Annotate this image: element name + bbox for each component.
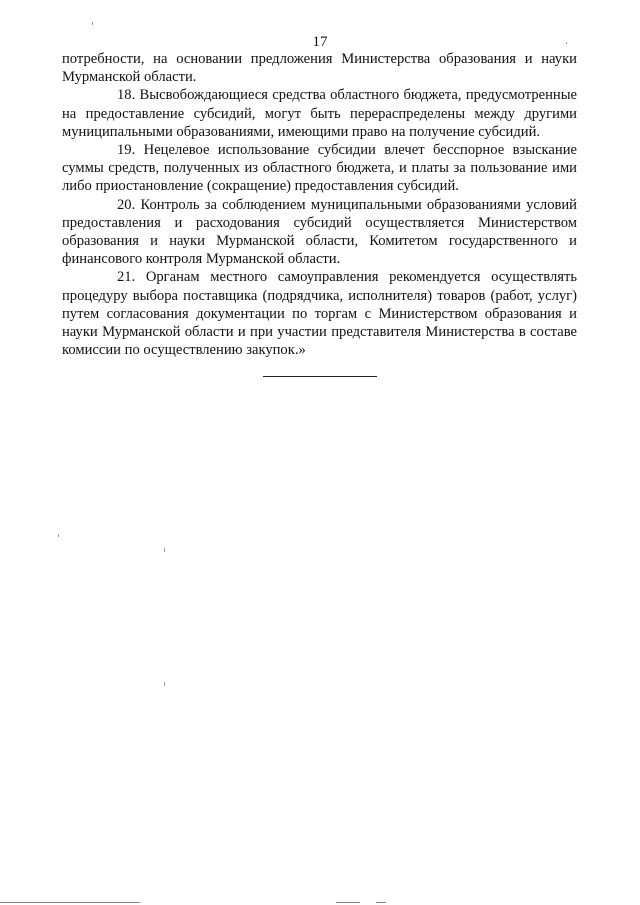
scan-speck — [164, 682, 165, 686]
paragraph-continuation: потребности, на основании предложения Министерства образования и науки Мурманской области. — [62, 51, 577, 86]
scan-edge-mark — [336, 902, 360, 903]
scan-speck — [92, 22, 93, 25]
scan-speck — [566, 42, 567, 44]
scan-speck — [164, 548, 165, 552]
document-body — [62, 50, 577, 359]
paragraph-item-20: 20. Контроль за соблюдением муниципальными образованиями условий предоставления и расходования субсидий осуществляется Министерством образования и науки Мурманской области, Комитетом государственного и финансового контроля Мурманской области. — [62, 196, 577, 268]
paragraph-item-19: 19. Нецелевое использование субсидии влечет бесспорное взыскание суммы средств, полученных из областного бюджета, и платы за пользование ими либо приостановление (сокращение) предоставления субсидий. — [62, 142, 577, 195]
page-number: 17 — [312, 34, 328, 50]
scan-speck — [58, 534, 59, 537]
scan-edge-mark — [0, 902, 140, 903]
paragraph-item-21: 21. Органам местного самоуправления рекомендуется осуществлять процедуру выбора поставщика (подрядчика, исполнителя) товаров (работ, услуг) путем согласования документации по торгам с Министерством образования и науки Мурманской области и при участии представителя Министерства в составе комиссии по осуществлению закупок.» — [62, 269, 577, 359]
scan-edge-mark — [376, 902, 386, 903]
paragraph-item-18: 18. Высвобождающиеся средства областного бюджета, предусмотренные на предоставление субсидий, могут быть перераспределены между другими муниципальными образованиями, имеющими право на получение субсидий. — [62, 87, 577, 140]
end-of-text-rule — [263, 376, 377, 377]
